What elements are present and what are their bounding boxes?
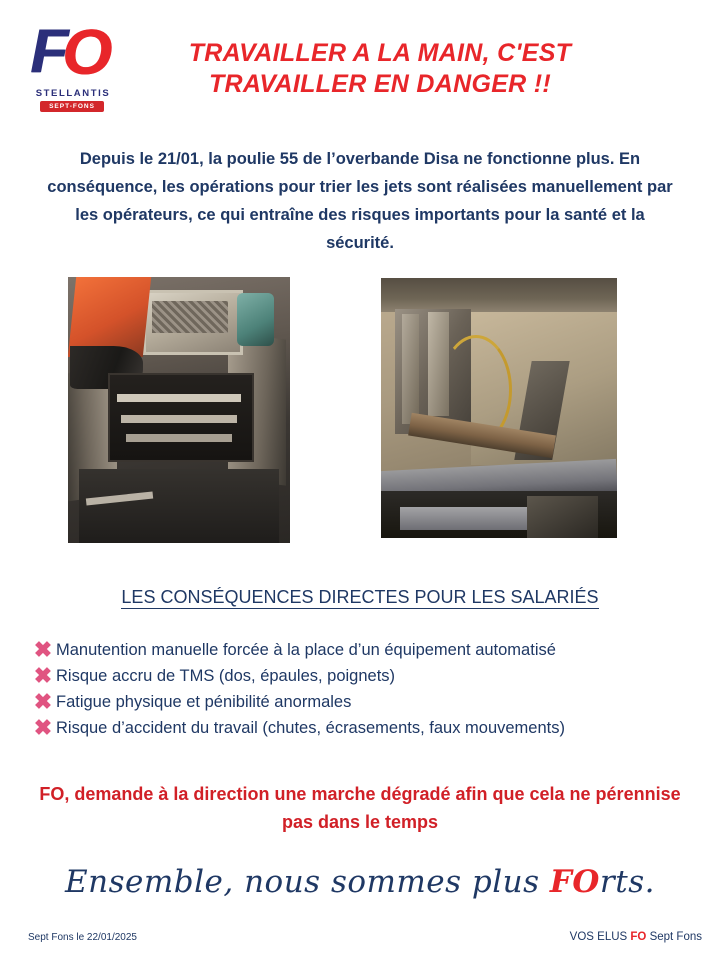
footer-date: Sept Fons le 22/01/2025 (28, 932, 137, 943)
logo-letter-f: F (30, 17, 66, 86)
footer-signature-suffix: Sept Fons (646, 931, 702, 943)
photo-left-green-motor (237, 293, 275, 346)
slogan-fo-highlight: FO (549, 864, 600, 900)
photo-left-frame-bar-1 (117, 394, 241, 402)
cross-icon: ✖ (33, 715, 53, 740)
header (0, 0, 720, 125)
logo-company-name: STELLANTIS (35, 88, 111, 99)
list-item (30, 637, 690, 663)
logo-letter-o: O (62, 16, 112, 88)
union-demand-text: FO, demande à la direction une marche dégradé afin que cela ne pérennise pas dans le temps (39, 784, 681, 832)
footer-signature-prefix: VOS ELUS (569, 931, 631, 943)
list-item-label: Manutention manuelle forcée à la place d’un équipement automatisé (56, 641, 556, 659)
consequences-heading-text: LES CONSÉQUENCES DIRECTES POUR LES SALARIÉS (121, 587, 599, 607)
page-title (130, 38, 630, 100)
photo-overbande-disa (381, 278, 617, 538)
slogan (60, 862, 660, 902)
page-title-line-2: TRAVAILLER EN DANGER !! (208, 70, 552, 98)
slogan-prefix: Ensemble, nous sommes plus (65, 864, 550, 900)
photo-right-overhead-beam (381, 278, 617, 312)
cross-icon: ✖ (33, 637, 53, 662)
photo-left-frame-bar-3 (126, 434, 233, 442)
cross-icon: ✖ (33, 663, 53, 688)
fo-stellantis-logo (22, 18, 122, 112)
footer-fo-highlight: FO (630, 931, 647, 943)
list-item (30, 689, 690, 715)
photo-right-column-1 (402, 314, 419, 423)
intro-paragraph: Depuis le 21/01, la poulie 55 de l’overbande Disa ne fonctionne plus. En conséquence, les opérations pour trier les jets sont réalisées manuellement par les opérateurs, ce qui entraîne des risques importants pour la santé et la sécurité. (47, 150, 673, 252)
photo-left-tray-contents (152, 301, 227, 333)
photo-right-lower-conveyor (400, 507, 546, 530)
logo-site-banner: SEPT-FONS (40, 101, 104, 112)
consequences-heading (40, 585, 680, 609)
photo-right-equipment-box (527, 496, 598, 538)
slogan-suffix: rts. (599, 864, 655, 900)
fo-logo-mark (22, 18, 122, 88)
photo-left-frame-bar-2 (121, 415, 236, 423)
list-item-label: Risque accru de TMS (dos, épaules, poignets) (56, 667, 396, 685)
cross-icon: ✖ (33, 689, 53, 714)
consequences-list (30, 637, 690, 741)
photo-left-conveyor-floor (79, 469, 279, 543)
footer-signature (570, 931, 702, 943)
list-item (30, 715, 690, 741)
photo-left-orange-workwear (68, 277, 152, 357)
list-item-label: Fatigue physique et pénibilité anormales (56, 693, 352, 711)
photo-manutention-manuelle (68, 277, 290, 543)
list-item (30, 663, 690, 689)
page-title-line-1: TRAVAILLER A LA MAIN, C'EST (188, 39, 572, 67)
list-item-label: Risque d’accident du travail (chutes, écrasements, faux mouvements) (56, 719, 565, 737)
